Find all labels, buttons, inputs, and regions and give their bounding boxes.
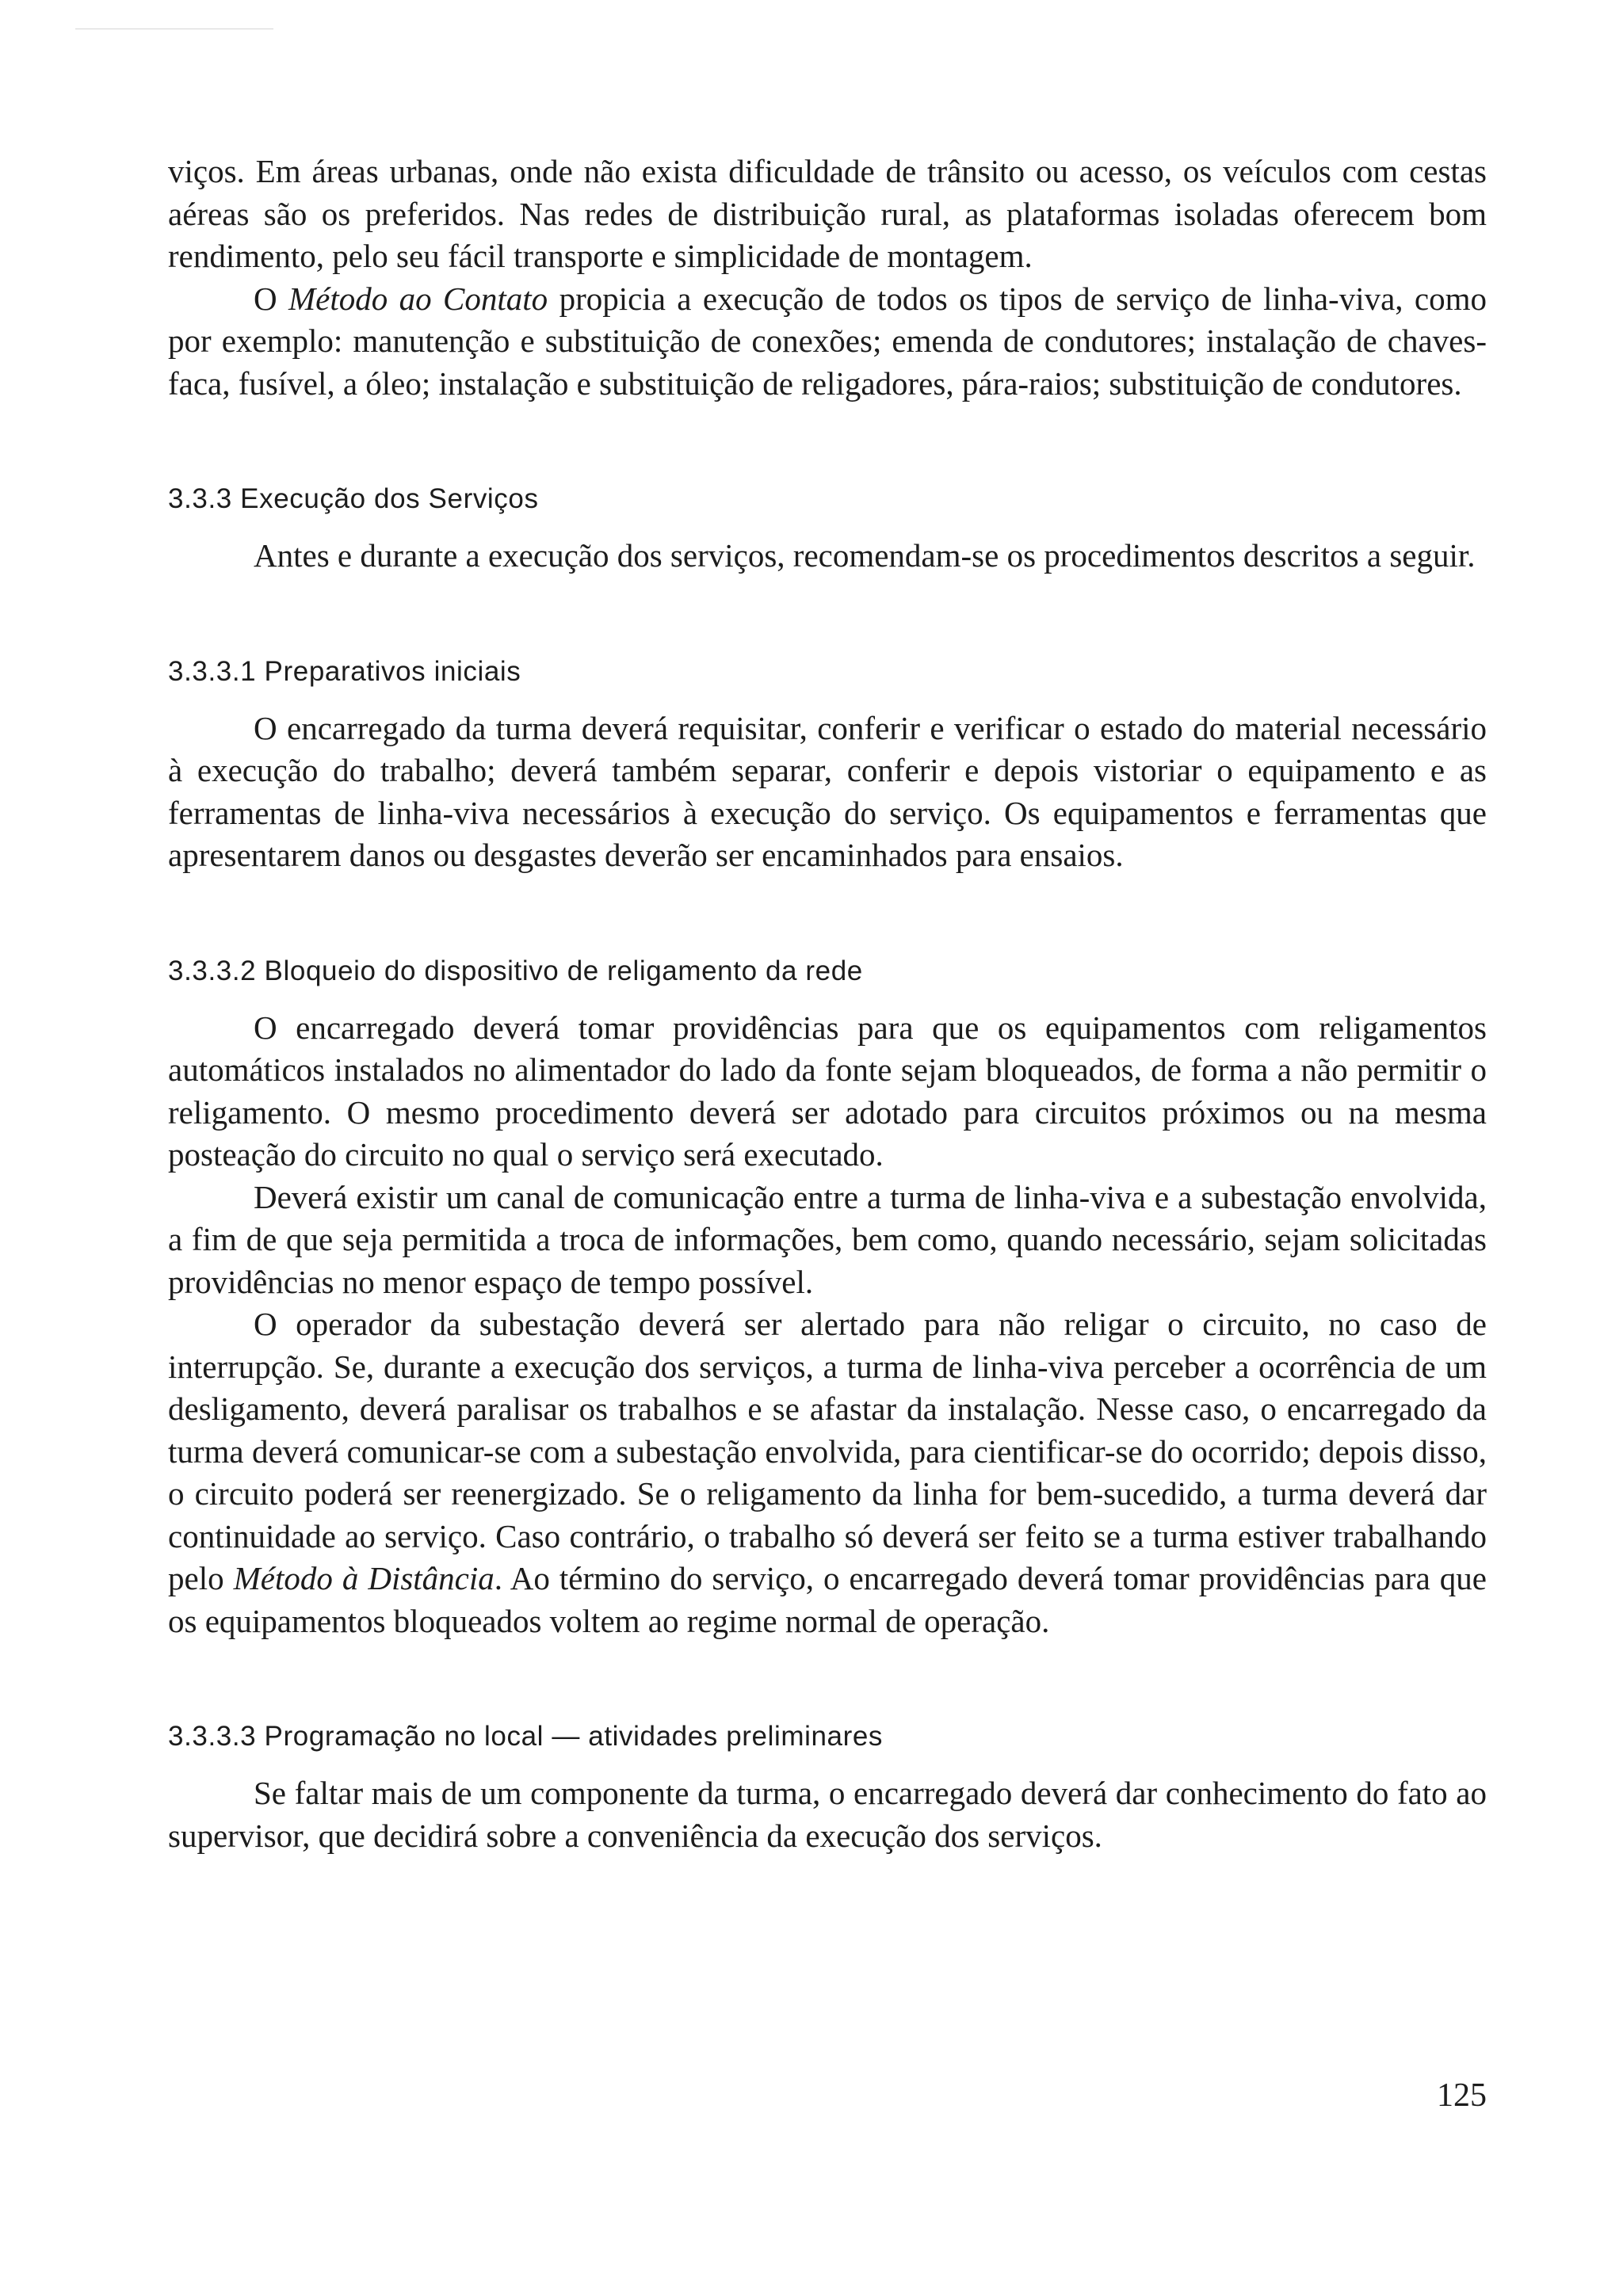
italic-term: Método à Distância: [233, 1560, 495, 1596]
spacer: [168, 690, 1487, 707]
paragraph-continued: viços. Em áreas urbanas, onde não exista dificuldade de trânsito ou acesso, os veículos com cestas aéreas são os preferidos. Nas redes de distribuição rural, as plataformas isoladas oferecem bom rendimento, pelo seu fácil transporte e simplicidade de montagem.: [168, 153, 1487, 274]
spacer: [168, 405, 1487, 481]
paragraph-text: O operador da subestação deverá ser alertado para não religar o circuito, no caso de interrupção. Se, durante a execução dos serviços, a turma de linha-viva perceber a ocorrência de um desligamento, deverá paralisar os trabalhos e se afastar da instalação. Nesse caso, o encarregado da turma deverá comunicar-se com a subestação envolvida, para cientificar-se do ocorrido; depois disso, o circuito poderá ser reenergizado. Se o religamento da linha for bem-sucedido, a turma deverá dar continuidade ao serviço. Caso contrário, o trabalho só deverá ser feito se a turma estiver trabalhando pelo: [168, 1306, 1487, 1596]
spacer: [168, 578, 1487, 654]
paragraph-3-3-3: Antes e durante a execução dos serviços, recomendam-se os procedimentos descritos a seguir.: [254, 537, 1476, 574]
section-heading-3-3-3: 3.3.3 Execução dos Serviços: [168, 483, 539, 514]
paragraph-end: . Ao término do serviço, o encarregado deverá tomar providências para que os equipamentos bloqueados voltem ao regime normal de operação.: [168, 1560, 1487, 1639]
spacer: [168, 877, 1487, 953]
paragraph-3-3-3-2-c: [168, 1303, 1487, 1642]
paragraph-3-3-3-2-b: Deverá existir um canal de comunicação entre a turma de linha-viva e a subestação envolvida, a fim de que seja permitida a troca de informações, bem como, quando necessário, sejam solicitadas providências no menor espaço de tempo possível.: [168, 1178, 1487, 1300]
paragraph-3-3-3-3: Se faltar mais de um componente da turma, o encarregado deverá dar conhecimento do fato ao supervisor, que decidirá sobre a conveniência da execução dos serviços.: [168, 1775, 1487, 1854]
paragraph-rest: propicia a execução de todos os tipos de serviço de linha-viva, como por exemplo: manutenção e substituição de conexões; emenda de condutores; instalação de chaves-faca, fusível, a óleo; instalação e substituição de religadores, pára-raios; substituição de condutores.: [168, 280, 1487, 402]
section-heading-3-3-3-2: 3.3.3.2 Bloqueio do dispositivo de religamento da rede: [168, 955, 863, 986]
page-number: 125: [1437, 2077, 1487, 2114]
text-column: [168, 151, 1487, 1857]
paragraph-metodo-contato: [168, 278, 1487, 406]
paragraph-3-3-3-2-a: O encarregado deverá tomar providências para que os equipamentos com religamentos automáticos instalados no alimentador do lado da fonte sejam bloqueados, de forma a não permitir o religamento. O mesmo procedimento deverá ser adotado para circuitos próximos ou na mesma posteação do circuito no qual o serviço será executado.: [168, 1009, 1487, 1173]
section-heading-3-3-3-3: 3.3.3.3 Programação no local — atividades preliminares: [168, 1721, 884, 1752]
section-heading-3-3-3-1: 3.3.3.1 Preparativos iniciais: [168, 655, 521, 687]
spacer: [168, 517, 1487, 535]
spacer: [168, 990, 1487, 1007]
spacer: [168, 1755, 1487, 1772]
paragraph-prefix: O: [254, 280, 289, 317]
paragraph-3-3-3-1: O encarregado da turma deverá requisitar, conferir e verificar o estado do material necessário à execução do trabalho; deverá também separar, conferir e depois vistoriar o equipamento e as ferramentas de linha-viva necessários à execução do serviço. Os equipamentos e ferramentas que apresentarem danos ou desgastes deverão ser encaminhados para ensaios.: [168, 709, 1487, 873]
spacer: [168, 1642, 1487, 1718]
italic-term: Método ao Contato: [288, 280, 548, 317]
